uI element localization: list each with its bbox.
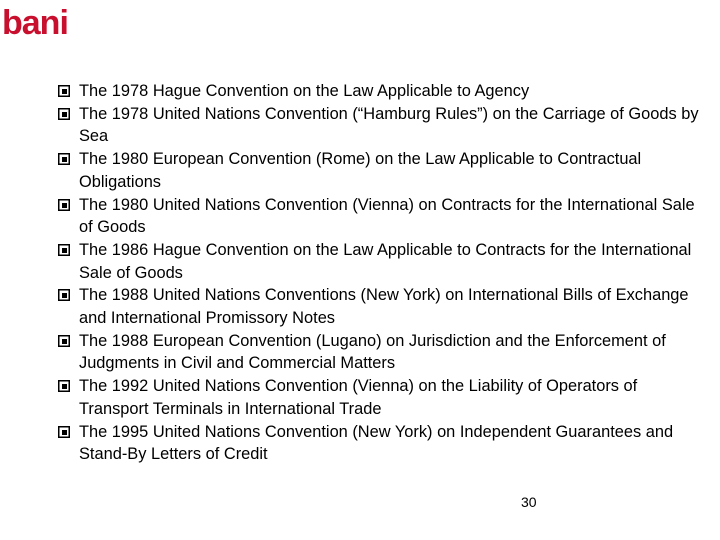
checkbox-bullet-icon [58,85,70,97]
list-item [57,194,707,239]
checkbox-bullet-icon [58,335,70,347]
list-item [57,148,707,193]
checkbox-bullet-icon [58,380,70,392]
list-item-text: The 1986 Hague Convention on the Law Applicable to Contracts for the International Sale of Goods [79,240,692,282]
list-item-text: The 1992 United Nations Convention (Vienna) on the Liability of Operators of Transport Terminals in International Trade [79,377,638,418]
checkbox-bullet-icon [58,153,70,165]
list-item-text: The 1980 United Nations Convention (Vienna) on Contracts for the International Sale of Goods [79,195,695,237]
list-item-text: The 1978 Hague Convention on the Law Applicable to Agency [79,82,530,100]
convention-list [57,80,707,466]
checkbox-bullet-icon [58,108,70,120]
list-item [57,330,707,375]
list-item [57,421,707,466]
checkbox-bullet-icon [58,199,70,211]
list-item [57,284,707,329]
list-item-text: The 1988 European Convention (Lugano) on Jurisdiction and the Enforcement of Judgments in Civil and Commercial Matters [79,331,666,373]
logo-text: bani [2,4,68,42]
bani-logo [0,0,72,44]
page-number: 30 [521,494,537,510]
list-item-text: The 1995 United Nations Convention (New York) on Independent Guarantees and Stand-By Letters of Credit [79,422,674,464]
checkbox-bullet-icon [58,244,70,256]
list-item [57,103,707,148]
list-item [57,375,707,420]
list-item-text: The 1988 United Nations Conventions (New York) on International Bills of Exchange and International Promissory Notes [79,286,689,328]
list-item-text: The 1978 United Nations Convention (“Hamburg Rules”) on the Carriage of Goods by Sea [79,104,699,146]
checkbox-bullet-icon [58,426,70,438]
list-item [57,239,707,284]
list-item-text: The 1980 European Convention (Rome) on the Law Applicable to Contractual Obligations [79,150,642,191]
checkbox-bullet-icon [58,289,70,301]
list-item [57,80,707,103]
